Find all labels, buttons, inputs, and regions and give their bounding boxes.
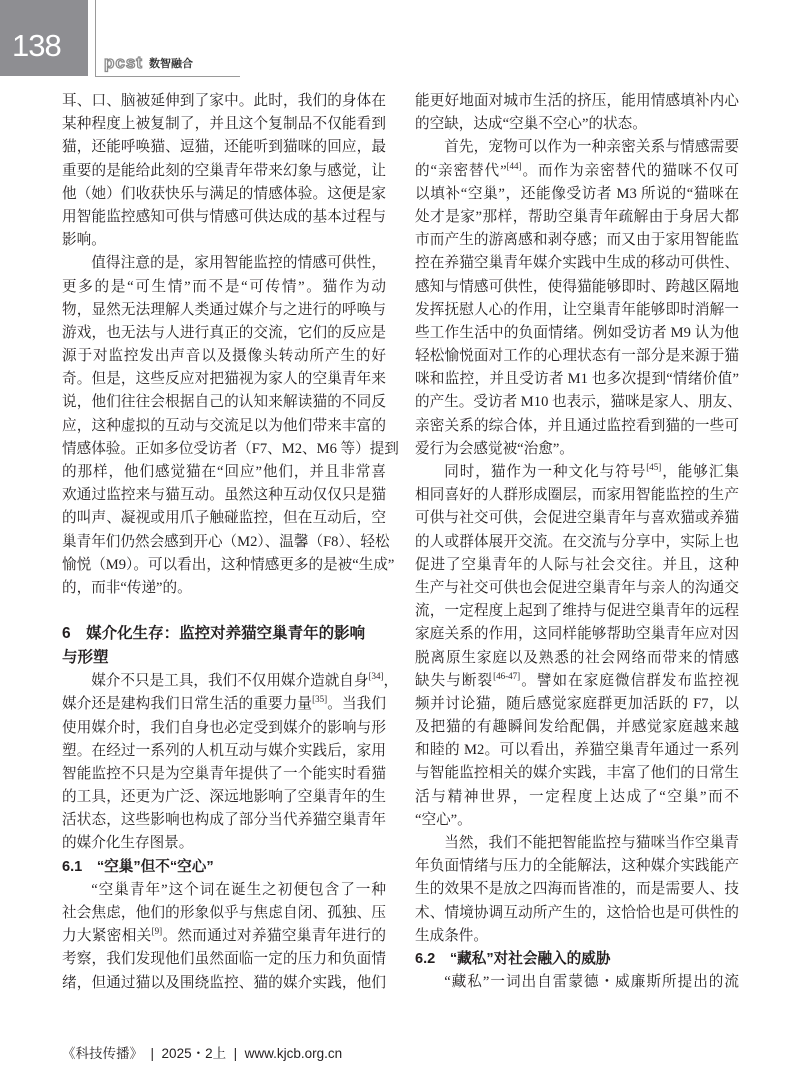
- text-line: 的那样，他们感觉猫在“回应”他们，并且非常喜: [62, 464, 386, 480]
- text-line: 说，他们往往会根据自己的认知来解读猫的不同反: [62, 394, 386, 411]
- text-line: 影响。: [62, 232, 106, 249]
- header-divider-vertical: [95, 0, 96, 77]
- text-line: “藏私”一词出自雷蒙德・威廉斯所提出的流: [444, 974, 739, 991]
- page-number: 138: [12, 28, 61, 63]
- text-line: 生成条件。: [415, 927, 488, 944]
- text-line: 流，一定程度上起到了维持与促进空巢青年的远程: [415, 603, 739, 620]
- paragraph: [415, 90, 739, 136]
- text-line: 更多的是“可生情”而不是“可传情”。猫作为动: [62, 278, 386, 295]
- text-line: 媒介还是建构我们日常生活的重要力量[35]。当我们: [62, 694, 386, 713]
- text-line: 术、情境协调互动所产生的，这恰恰也是可供性的: [415, 904, 739, 921]
- text-line: 当然，我们不能把智能监控与猫咪当作空巢青: [444, 835, 739, 851]
- text-line: 愉悦（M9）。可以看出，这种情感更多的是被“生成”: [62, 556, 395, 573]
- text-line: 6 媒介化生存：监控对养猫空巢青年的影响: [62, 625, 366, 643]
- page-number-box: [0, 0, 88, 76]
- citation-ref: [9]: [151, 926, 163, 937]
- text-line: 情感体验。正如多位受访者（F7、M2、M6 等）提到: [62, 440, 399, 457]
- left-column: [62, 90, 399, 995]
- text-line: 咪和监控，并且受访者 M1 也多次提到“情绪价值”: [415, 371, 739, 388]
- text-line: 欢通过监控来与猫互动。虽然这种互动仅仅只是猫: [62, 487, 386, 504]
- subsection-heading: [415, 948, 739, 971]
- text-line: 媒介不只是工具，我们不仅用媒介造就自身[34]，: [91, 671, 399, 690]
- text-line: 的人或群体展开交流。在交流与分享中，实际上也: [415, 533, 739, 550]
- paragraph: [62, 670, 399, 856]
- text-line: 轻松愉悦面对工作的心理状态有一部分是来源于猫: [415, 348, 739, 365]
- paragraph: [62, 879, 386, 995]
- text-line: 巢青年们仍然会感到开心（M2）、温馨（F8）、轻松: [62, 533, 390, 550]
- text-line: 用智能监控感知可供与情感可供达成的基本过程与: [62, 208, 386, 225]
- text-line: 生产与社交可供也会促进空巢青年与亲人的沟通交: [415, 579, 739, 596]
- text-line: 考察，我们发现他们虽然面临一定的压力和负面情: [62, 951, 386, 968]
- text-line: 缺失与断裂[46-47]。譬如在家庭微信群发布监控视: [415, 670, 739, 689]
- text-line: 塑。在经过一系列的人机互动与媒介实践后，家用: [62, 742, 386, 759]
- paragraph: [62, 252, 399, 600]
- text-line: 智能监控不只是为空巢青年提供了一个能实时看猫: [62, 765, 386, 782]
- text-line: 家庭关系的作用，这同样能够帮助空巢青年应对因: [415, 626, 739, 643]
- text-line: 相同喜好的人群形成圈层，而家用智能监控的生产: [415, 487, 739, 504]
- text-line: 的“亲密替代”[44]。而作为亲密替代的猫咪不仅可: [415, 160, 739, 179]
- text-line: 同时，猫作为一种文化与符号[45]，能够汇集: [444, 462, 739, 480]
- text-line: 生的效果不是放之四海而皆准的，而是需要人、技: [415, 881, 739, 898]
- text-line: 绪，但通过猫以及围绕监控、猫的媒介实践，他们: [62, 974, 386, 991]
- section-heading: [62, 622, 386, 670]
- text-line: 的空缺，达成“空巢不空心”的状态。: [415, 116, 647, 133]
- text-line: 6.1 “空巢”但不“空心”: [62, 858, 214, 875]
- text-line: 耳、口、脑被延伸到了家中。此时，我们的身体在: [62, 93, 386, 109]
- text-line: 爱行为会感觉被“治愈”。: [415, 440, 574, 457]
- text-line: 处才是家”那样，帮助空巢青年疏解由于身居大都: [415, 208, 739, 225]
- header-divider-horizontal: [95, 76, 240, 77]
- journal-logo: [104, 53, 193, 72]
- text-line: “空巢青年”这个词在诞生之初便包含了一种: [91, 881, 386, 898]
- text-line: 他（她）们收获快乐与满足的情感体验。这便是家: [62, 185, 386, 202]
- paragraph: [415, 971, 739, 994]
- spacer: [62, 600, 386, 622]
- footer-website: www.kjcb.org.cn: [244, 1046, 343, 1061]
- text-line: 与形塑: [62, 649, 109, 667]
- text-line: 活状态，这些影响也构成了部分当代养猫空巢青年: [62, 812, 386, 829]
- text-line: “空心”。: [415, 811, 472, 828]
- text-line: 及把猫的有趣瞬间发给配偶，并感觉家庭越来越: [415, 719, 739, 736]
- text-line: 些工作生活中的负面情绪。例如受访者 M9 认为他: [415, 324, 739, 341]
- text-line: 亲密关系的综合体，并且通过监控看到猫的一些可: [415, 417, 739, 434]
- footer-issue: 2025・2上: [161, 1046, 227, 1061]
- paragraph: [415, 136, 742, 461]
- text-line: 和睦的 M2。可以看出，养猫空巢青年通过一系列: [415, 742, 739, 759]
- text-line: 6.2 “藏私”对社会融入的威胁: [415, 950, 611, 967]
- text-line: 应，这种虚拟的互动与交流足以为他们带来丰富的: [62, 417, 386, 434]
- text-line: 脱离原生家庭以及熟悉的社会网络而带来的情感: [415, 649, 739, 666]
- right-column: [415, 90, 742, 994]
- pcst-logo-mark: pcst: [104, 53, 143, 72]
- paragraph: [415, 461, 739, 832]
- text-line: 奇。但是，这些反应对把猫视为家人的空巢青年来: [62, 371, 386, 388]
- text-line: 年负面情绪与压力的全能解法，这种媒介实践能产: [415, 858, 739, 875]
- text-line: 首先，宠物可以作为一种亲密关系与情感需要: [444, 139, 739, 156]
- text-line: 游戏，也无法与人进行真正的交流，它们的反应是: [62, 324, 386, 341]
- citation-ref: [34]: [368, 671, 384, 682]
- footer: [62, 1042, 342, 1062]
- citation-ref: [35]: [312, 694, 328, 705]
- text-line: 以填补“空巢”，还能像受访者 M3 所说的“猫咪在: [415, 185, 739, 202]
- text-line: 可供与社交可供，会促进空巢青年与喜欢猫或养猫: [415, 510, 739, 527]
- text-line: 猫，还能呼唤猫、逗猫，还能听到猫咪的回应，最: [62, 139, 386, 156]
- citation-ref: [46-47]: [493, 670, 521, 681]
- text-line: 值得注意的是，家用智能监控的情感可供性，: [91, 255, 386, 272]
- text-line: 重要的是能给此刻的空巢青年带来幻象与感觉，让: [62, 162, 386, 179]
- text-line: 活与精神世界，一定程度上达成了“空巢”而不: [415, 788, 739, 805]
- paragraph: [62, 90, 386, 252]
- text-line: 源于对监控发出声音以及摄像头转动所产生的好: [62, 348, 386, 365]
- citation-ref: [45]: [646, 462, 662, 472]
- subsection-heading: [62, 856, 386, 879]
- text-line: 控在养猫空巢青年媒介实践中生成的移动可供性、: [415, 255, 739, 272]
- text-line: 的工具，还更为广泛、深远地影响了空巢青年的生: [62, 789, 386, 806]
- text-line: 与智能监控相关的媒介实践，丰富了他们的日常生: [415, 765, 739, 782]
- text-line: 能更好地面对城市生活的挤压，能用情感填补内心: [415, 93, 739, 109]
- footer-separator: |: [233, 1046, 238, 1061]
- paragraph: [415, 832, 739, 948]
- text-line: 市而产生的游离感和剥夺感；而又由于家用智能监: [415, 232, 739, 249]
- text-line: 物，显然无法理解人类通过媒介与之进行的呼唤与: [62, 301, 386, 318]
- text-line: 社会焦虑，他们的形象似乎与焦虑自闭、孤独、压: [62, 905, 386, 921]
- text-line: 促进了空巢青年的人际与社会交往。并且，这种: [415, 556, 739, 573]
- footer-journal: 《科技传播》: [62, 1046, 143, 1061]
- text-line: 感知与情感可供性，使得猫能够即时、跨越区隔地: [415, 278, 739, 295]
- text-line: 力大紧密相关[9]。然而通过对养猫空巢青年进行的: [62, 926, 386, 945]
- text-line: 发挥抚慰人心的作用，让空巢青年能够即时消解一: [415, 301, 739, 318]
- citation-ref: [44]: [506, 160, 522, 171]
- text-line: 频并讨论猫，随后感觉家庭群更加活跃的 F7，以: [415, 695, 739, 712]
- text-line: 的叫声、凝视或用爪子触碰监控，但在互动后，空: [62, 510, 386, 527]
- text-line: 某种程度上被复制了，并且这个复制品不仅能看到: [62, 116, 386, 133]
- text-line: 的产生。受访者 M10 也表示，猫咪是家人、朋友、: [415, 394, 742, 411]
- footer-separator: |: [150, 1046, 155, 1061]
- text-line: 的媒介化生存图景。: [62, 835, 194, 852]
- text-line: 的，而非“传递”的。: [62, 579, 192, 596]
- text-line: 使用媒介时，我们自身也必定受到媒介的影响与形: [62, 719, 386, 736]
- section-name: 数智融合: [148, 58, 193, 70]
